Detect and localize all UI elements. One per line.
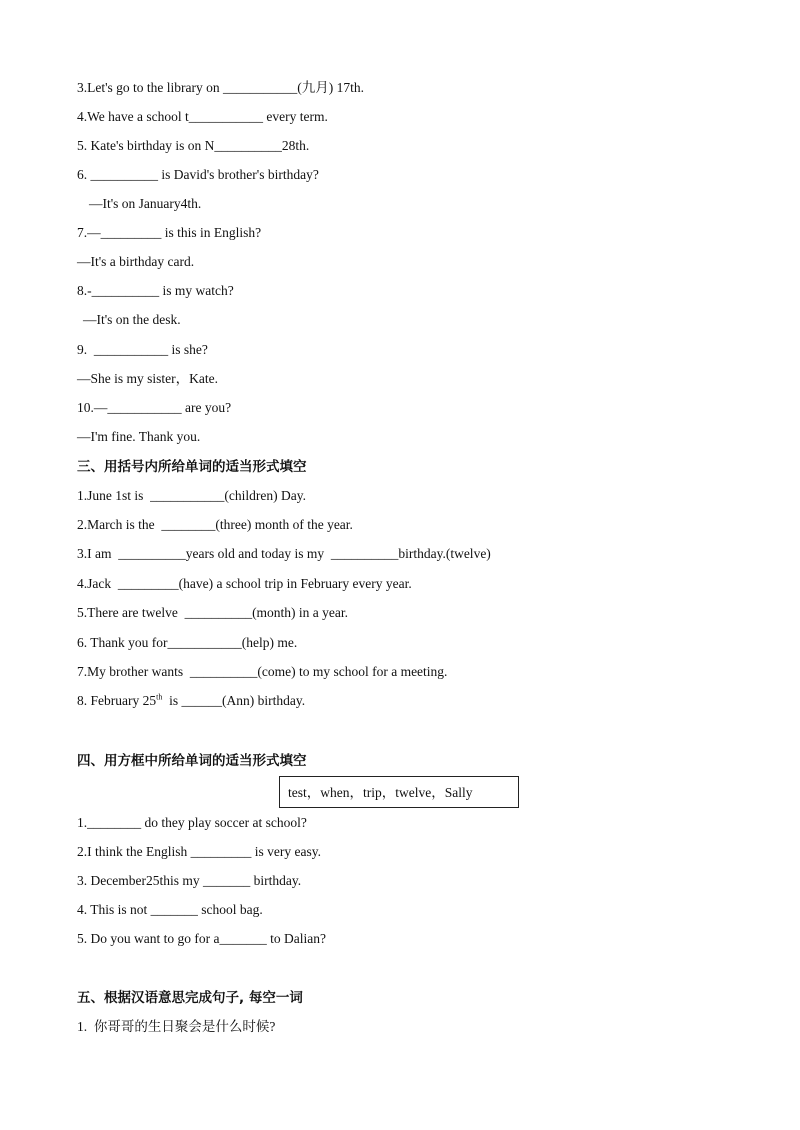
question-2-10: 10.—___________ are you? — [77, 400, 232, 415]
answer-2-7: —It's a birthday card. — [77, 254, 195, 269]
question-5-1: 1. 你哥哥的生日聚会是什么时候? — [77, 1019, 276, 1034]
answer-2-10: —I'm fine. Thank you. — [77, 429, 201, 444]
question-2-5: 5. Kate's birthday is on N__________28th. — [77, 138, 310, 153]
question-2-9: 9. ___________ is she? — [77, 342, 208, 357]
question-3-5: 5.There are twelve __________(month) in a year. — [77, 605, 349, 620]
question-3-4: 4.Jack _________(have) a school trip in February every year. — [77, 576, 412, 591]
word-bank-box — [279, 776, 519, 808]
question-2-4: 4.We have a school t___________ every term. — [77, 109, 328, 124]
question-2-8: 8.-__________ is my watch? — [77, 283, 234, 298]
ordinal-suffix: th — [156, 692, 163, 702]
question-2-7: 7.—_________ is this in English? — [77, 225, 262, 240]
question-3-7: 7.My brother wants __________(come) to my school for a meeting. — [77, 664, 448, 679]
answer-2-9: —She is my sister，Kate. — [77, 371, 218, 386]
question-3-2: 2.March is the ________(three) month of the year. — [77, 517, 353, 532]
answer-2-6: —It's on January4th. — [89, 196, 202, 211]
question-4-4: 4. This is not _______ school bag. — [77, 902, 263, 917]
question-3-3: 3.I am __________years old and today is my __________birthday.(twelve) — [77, 546, 491, 561]
section-4-heading: 四、用方框中所给单词的适当形式填空 — [77, 753, 307, 769]
question-3-8 — [77, 692, 305, 710]
question-3-6: 6. Thank you for___________(help) me. — [77, 635, 298, 650]
answer-2-8: —It's on the desk. — [83, 312, 181, 327]
question-3-8-prefix: 8. February 25 — [77, 693, 157, 708]
section-3-heading: 三、用括号内所给单词的适当形式填空 — [77, 459, 307, 475]
question-4-3: 3. December25this my _______ birthday. — [77, 873, 302, 888]
question-4-1: 1.________ do they play soccer at school? — [77, 815, 307, 830]
word-bank-text: test，when，trip，twelve，Sally — [288, 785, 473, 800]
question-4-5: 5. Do you want to go for a_______ to Dalian? — [77, 931, 326, 946]
question-2-6: 6. __________ is David's brother's birthday? — [77, 167, 319, 182]
question-3-8-suffix: is ______(Ann) birthday. — [162, 693, 306, 708]
section-5-heading: 五、根据汉语意思完成句子, 每空一词 — [77, 990, 303, 1006]
question-4-2: 2.I think the English _________ is very easy. — [77, 844, 321, 859]
question-3-1: 1.June 1st is ___________(children) Day. — [77, 488, 306, 503]
question-2-3: 3.Let's go to the library on ___________(九月) 17th. — [77, 80, 365, 95]
